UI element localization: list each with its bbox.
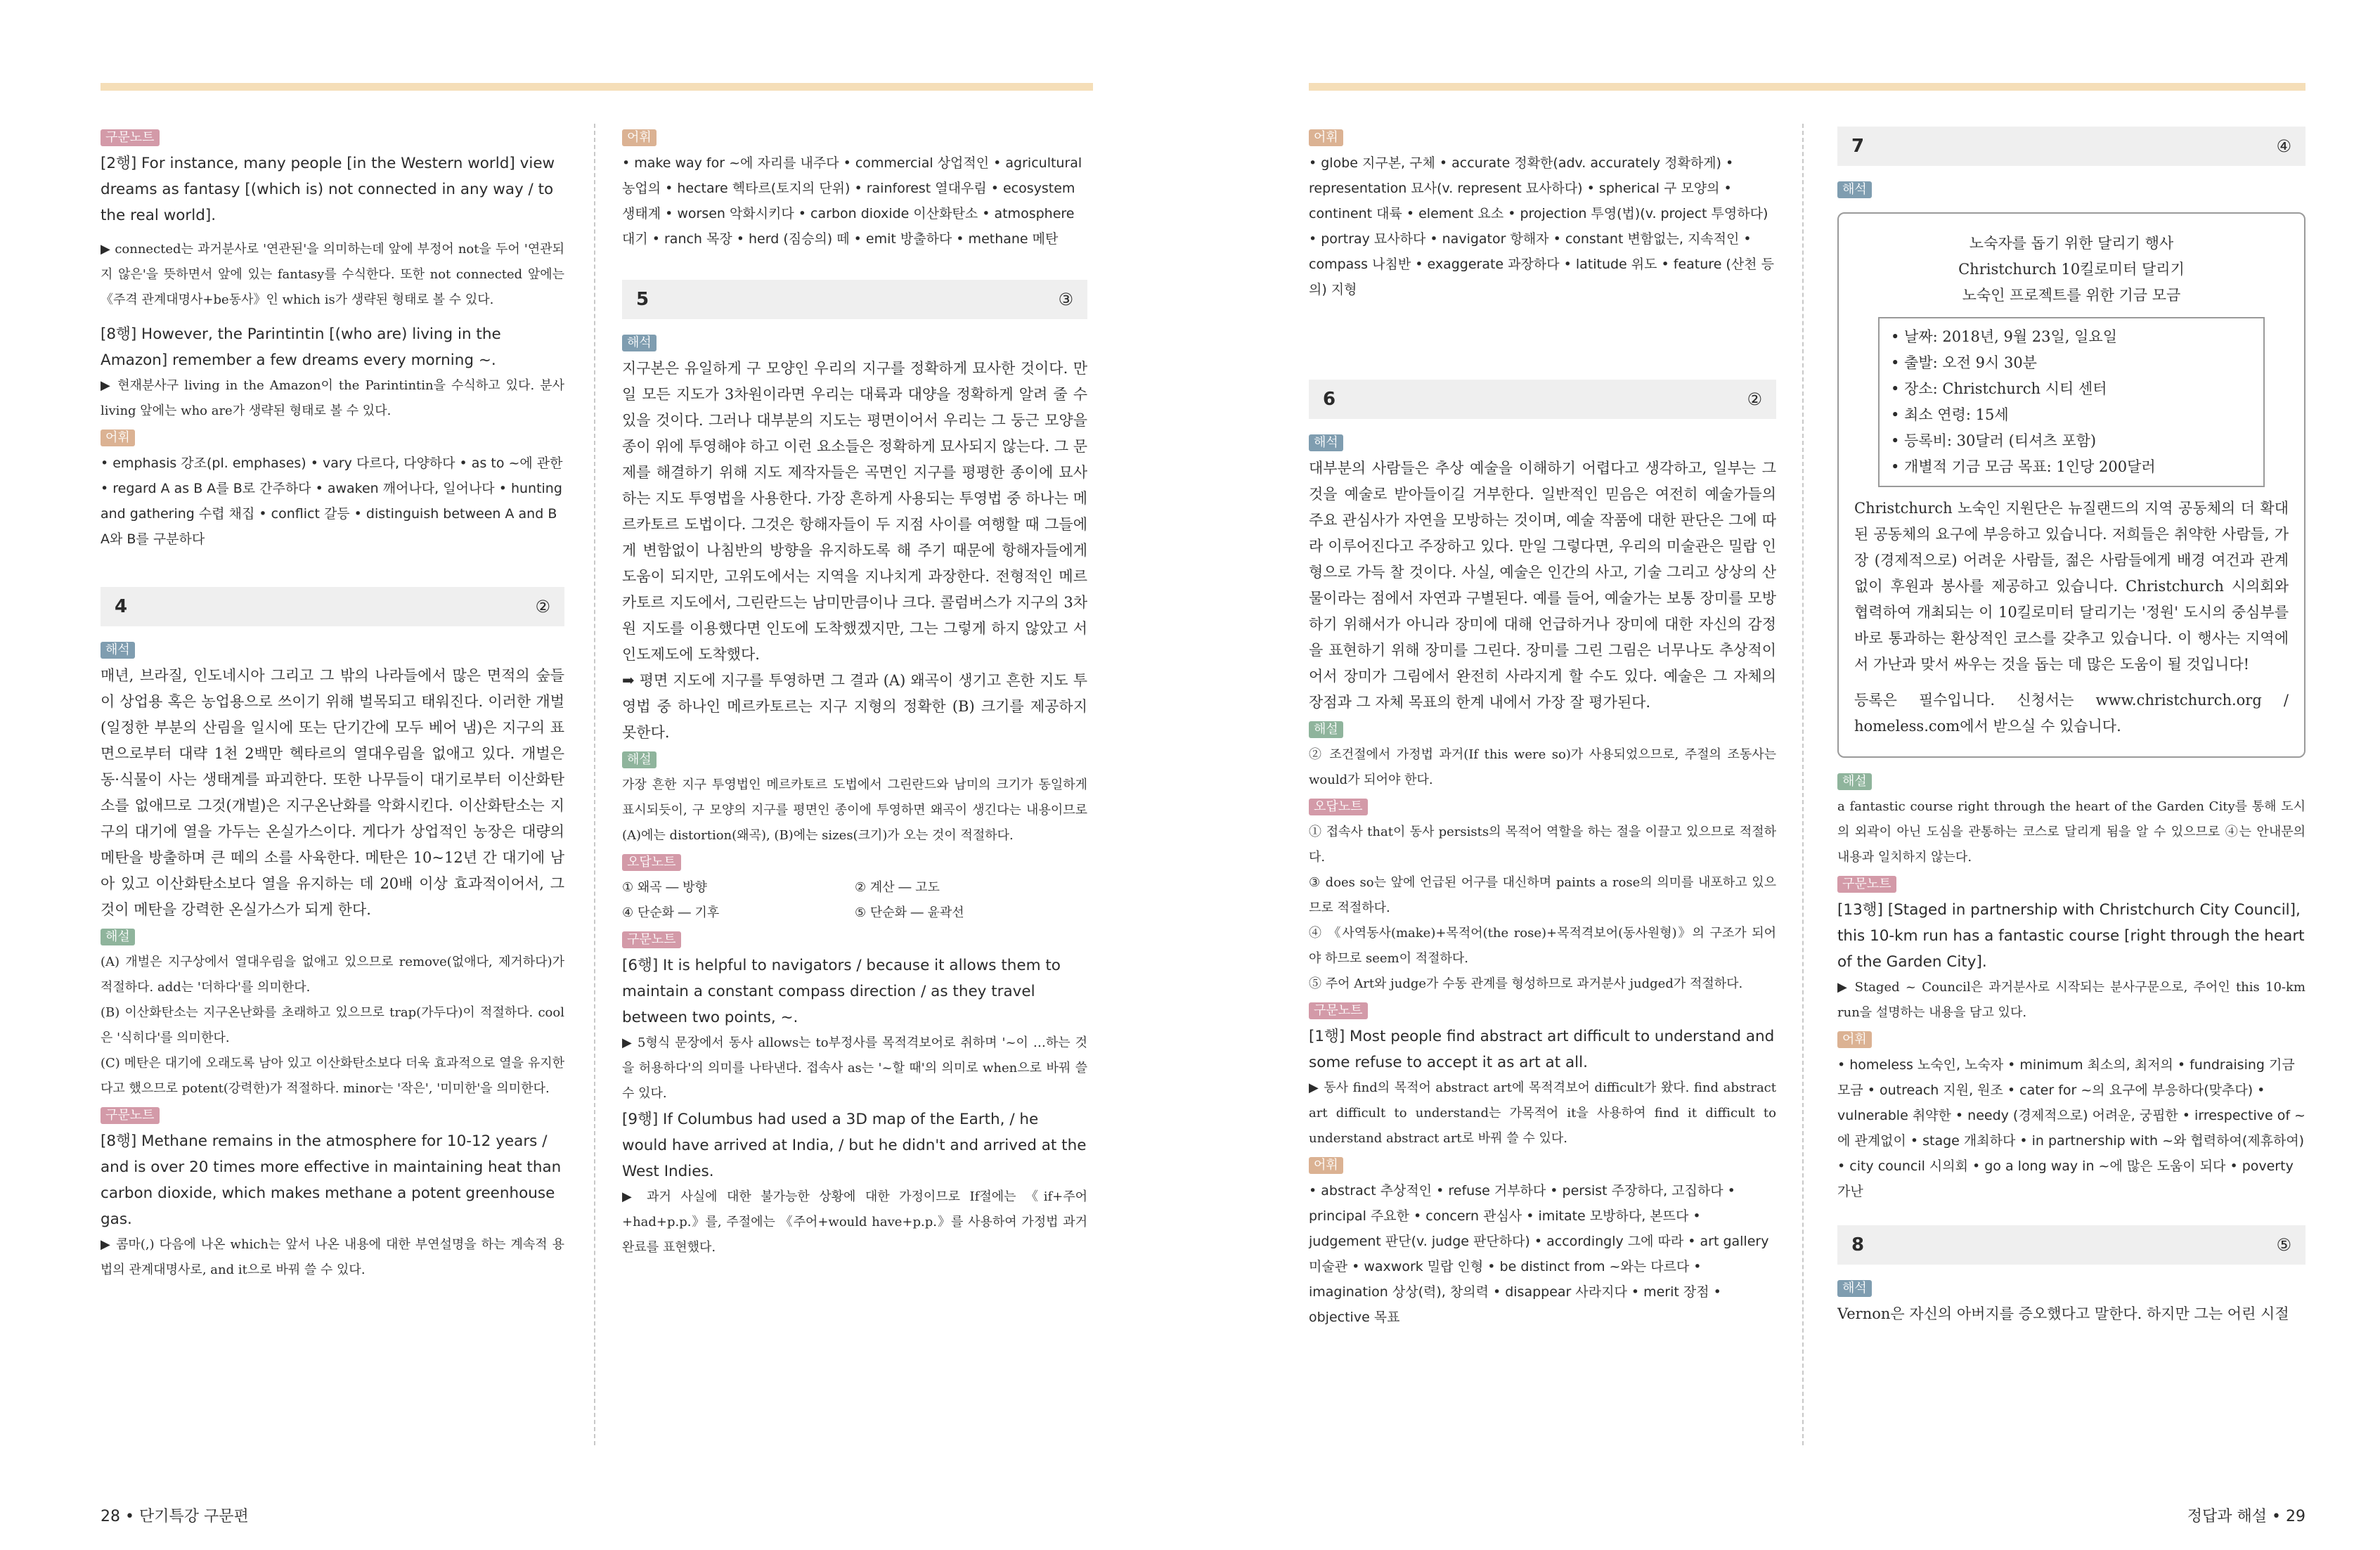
wrong-option: ② 계산 ― 고도 — [855, 880, 940, 895]
translation-tag: 해석 — [1309, 434, 1343, 451]
syntax-note-tag: 구문노트 — [101, 1107, 160, 1124]
syntax-note-tag: 구문노트 — [1309, 1002, 1368, 1019]
vocab-list: • homeless 노숙인, 노숙자 • minimum 최소의, 최저의 • fundraising 기금 모금 • outreach 지원, 원조 • cater for ~의 요구에 부응하다(맞추다) • vulnerable 취약한 • needy (경제적으로) 어려운, 궁핍한 • irrespective of ~에 관계없이 • stage 개최하다 • in partnership with ~와 협력하여(제휴하여) • city council 시의회 • go a long way in ~에 많은 도움이 되다 • poverty 가난 — [1837, 1057, 2305, 1199]
vocab-list: • make way for ~에 자리를 내주다 • commercial 상업적인 • agricultural 농업의 • hectare 헥타르(토지의 단위) • rainforest 열대우림 • ecosystem 생태계 • worsen 악화시키다 • carbon dioxide 이산화탄소 • atmosphere 대기 • ranch 목장 • herd (짐승의) 떼 • emit 방출하다 • methane 메탄 — [622, 155, 1082, 247]
vocab-tag: 어휘 — [622, 129, 657, 146]
syntax-explanation: ▶ 동사 find의 목적어 abstract art에 목적격보어 difficult가 왔다. find abstract art difficult to understand는 가목적어 it을 사용하여 find it difficult to understand abstract art로 바꿔 쓸 수 있다. — [1309, 1080, 1776, 1146]
syntax-note-line: [8행] Methane remains in the atmosphere for 10-12 years / and is over 20 times more effective in maintaining heat than carbon dioxide, which makes methane a potent greenhouse gas. — [101, 1132, 562, 1228]
wrong-note-tag: 오답노트 — [1309, 799, 1368, 815]
syntax-note-line: [9행] If Columbus had used a 3D map of the Earth, / he would have arrived at India, / but he didn't and arrived at the West Indies. — [622, 1111, 1087, 1180]
syntax-explanation: ▶ 5형식 문장에서 동사 allows는 to부정사를 목적격보어로 취하며 '~이 …하는 것을 허용하다'의 의미를 나타낸다. 접속사 as는 '~할 때'의 의미로 when으로 바꿔 쓸 수 있다. — [622, 1035, 1087, 1101]
answer-mark: ② — [535, 596, 550, 616]
vocab-list: • globe 지구본, 구체 • accurate 정확한(adv. accurately 정확하게) • representation 묘사(v. represent 묘사하다) • spherical 구 모양의 • continent 대륙 • element 요소 • projection 투영(법)(v. project 투영하다) • portray 묘사하다 • navigator 항해자 • constant 변함없는, 지속적인 • compass 나침반 • exaggerate 과장하다 • latitude 위도 • feature (산천 등의) 지형 — [1309, 155, 1774, 297]
explanation-tag: 해설 — [622, 751, 657, 768]
notice-subtitle: Christchurch 10킬로미터 달리기 — [1958, 261, 2185, 278]
translation-tag: 해석 — [1837, 181, 1872, 198]
notice-item: • 장소: Christchurch 시티 센터 — [1891, 380, 2107, 397]
syntax-note-line: [2행] For instance, many people [in the Western world] view dreams as fantasy [(which is) not connected in any way / to the real world]. — [101, 155, 555, 224]
syntax-note-tag: 구문노트 — [1837, 876, 1896, 893]
explanation-tag: 해설 — [1309, 721, 1343, 738]
vocab-tag: 어휘 — [101, 430, 135, 446]
top-bar-right — [1309, 83, 2305, 91]
question-header — [1309, 380, 1776, 419]
explanation-text: ② 조건절에서 가정법 과거(If this were so)가 사용되었으므로, 주절의 조동사는 would가 되어야 한다. — [1309, 747, 1776, 787]
question-number: 6 — [1323, 388, 1336, 410]
syntax-note-line: [13행] [Staged in partnership with Christchurch City Council], this 10-km run has a fantastic course [right through the heart of the Garden City]. — [1837, 901, 2305, 971]
question-number: 8 — [1851, 1234, 1865, 1255]
question-header — [101, 587, 564, 626]
vocab-tag: 어휘 — [1837, 1031, 1872, 1048]
syntax-note-tag: 구문노트 — [622, 931, 681, 948]
notice-details — [1878, 317, 2265, 487]
syntax-explanation: ▶ 과거 사실에 대한 불가능한 상황에 대한 가정이므로 If절에는 《if+주어+had+p.p.》를, 주절에는 《주어+would have+p.p.》를 사용하여 가정법 과거완료를 표현했다. — [622, 1189, 1087, 1255]
question-number: 4 — [115, 595, 128, 617]
notice-item: • 등록비: 30달러 (티셔츠 포함) — [1891, 432, 2097, 449]
column-4 — [1837, 124, 2305, 1327]
wrong-option: ⑤ 단순화 ― 윤곽선 — [855, 905, 964, 920]
question-number: 5 — [636, 288, 649, 310]
translation-text: 매년, 브라질, 인도네시아 그리고 그 밖의 나라들에서 많은 면적의 숲들이 상업용 혹은 농업용으로 쓰이기 위해 벌목되고 태워진다. 이러한 개벌(일정한 부분의 산림을 일시에 또는 단기간에 모두 베어 냄)은 지구의 표면으로부터 대략 1천 2백만 헥타르의 열대우림을 없애고 있다. 개벌은 동·식물이 사는 생태계를 파괴한다. 또한 나무들이 대기로부터 이산화탄소를 없애므로 그것(개벌)은 지구온난화를 악화시킨다. 이산화탄소는 지구의 대기에 열을 가두는 온실가스이다. 게다가 상업적인 농장은 대량의 메탄을 방출하며 큰 떼의 소를 사육한다. 메탄은 10~12년 간 대기에 남아 있고 이산화탄소보다 열을 유지하는 데 20배 이상 효과적이어서, 그것이 메탄을 강력한 온실가스가 되게 한다. — [101, 667, 564, 918]
explanation-text: a fantastic course right through the heart of the Garden City를 통해 도시의 외곽이 아닌 도심을 관통하는 코스로 달리게 됨을 알 수 있으므로 ④는 안내문의 내용과 일치하지 않는다. — [1837, 799, 2305, 865]
syntax-note-line: [6행] It is helpful to navigators / because it allows them to maintain a constant compass direction / as they travel between two points, ~. — [622, 957, 1061, 1026]
translation-text: 지구본은 유일하게 구 모양인 우리의 지구를 정확하게 묘사한 것이다. 만일 모든 지도가 3차원이라면 우리는 대륙과 대양을 정확하게 알려 줄 수 있을 것이다. 그러나 대부분의 지도는 평면이어서 우리는 그 둥근 모양을 종이 위에 투영해야 하고 이런 요소들은 정확하게 묘사되지 않는다. 그 문제를 해결하기 위해 지도 제작자들은 곡면인 지구를 평평한 종이에 묘사하는 지도 투영법을 사용한다. 가장 흔하게 사용되는 투영법 중 하나는 메르카토르 도법이다. 그것은 항해자들이 두 지점 사이를 여행할 때 그들에게 변함없이 나침반의 방향을 유지하도록 해 주기 때문에 항해자들에게 도움이 되지만, 고위도에서는 지역을 지나치게 과장한다. 전형적인 메르카토르 지도에서, 그린란드는 남미만큼이나 크다. 콜럼버스가 지구의 3차원 지도를 이용했다면 인도에 도착했겠지만, 그는 그렇게 하지 않았고 서인도제도에 도착했다. — [622, 360, 1087, 663]
notice-title: 노숙자를 돕기 위한 달리기 행사 — [1969, 235, 2174, 252]
answer-mark: ③ — [1058, 289, 1073, 309]
notice-body: Christchurch 노숙인 지원단은 뉴질랜드의 지역 공동체의 더 확대된 공동체의 요구에 부응하고 있습니다. 저희들은 취약한 사람들, 가장 (경제적으로) 어려운 사람들, 젊은 사람들에게 배경 여건과 관계없이 후원과 봉사를 제공하고 있습니다. Christchurch 시의회와 협력하여 개최되는 이 10킬로미터 달리기는 '정원' 도시의 중심부를 바로 통과하는 환상적인 코스를 갖추고 있습니다. 이 행사는 지역에서 가난과 맞서 싸우는 것을 돕는 데 많은 도움이 될 것입니다! — [1854, 500, 2289, 673]
question-header — [622, 280, 1087, 319]
wrong-option: ① 왜곡 ― 방향 — [622, 880, 707, 895]
syntax-note-line: [1행] Most people find abstract art difficult to understand and some refuse to accept it as art at all. — [1309, 1028, 1775, 1071]
syntax-explanation: ▶ Staged ~ Council은 과거분사로 시작되는 분사구문으로, 주어인 this 10-km run을 설명하는 내용을 담고 있다. — [1837, 980, 2305, 1020]
notice-item: • 날짜: 2018년, 9월 23일, 일요일 — [1891, 328, 2118, 345]
syntax-explanation: ▶ connected는 과거분사로 '연관된'을 의미하는데 앞에 부정어 not을 두어 '연관되지 않은'을 뜻하면서 앞에 있는 fantasy를 수식한다. 또한 not connected 앞에는 《주격 관계대명사+be동사》인 which is가 생략된 형태로 볼 수 있다. — [101, 242, 564, 307]
translation-text: 대부분의 사람들은 추상 예술을 이해하기 어렵다고 생각하고, 일부는 그것을 예술로 받아들이길 거부한다. 일반적인 믿음은 여전히 예술가들의 주요 관심사가 자연을 모방하는 것이며, 예술 작품에 대한 판단은 그에 따라 이루어진다고 주장하고 있다. 만일 그렇다면, 우리의 미술관은 밀랍 인형으로 가득 찰 것이다. 사실, 예술은 인간의 사고, 기술 그리고 상상의 산물이라는 점에서 자연과 구별된다. 예를 들어, 예술가는 보통 장미를 모방하기 위해서가 아니라 장미에 대해 언급하거나 장미에 대한 자신의 감정을 표현하기 위해 장미를 그린다. 장미를 그린 그림은 너무나도 추상적이어서 장미가 그림에서 완전히 사라지게 할 수도 있다. 예술은 그 자체의 장점과 그 자체 목표의 한계 내에서 가장 잘 평가된다. — [1309, 460, 1776, 711]
answer-mark: ④ — [2276, 136, 2291, 156]
answer-mark: ② — [1747, 389, 1762, 409]
notice-box — [1837, 212, 2305, 758]
question-header — [1837, 127, 2305, 166]
top-bar-left — [101, 83, 1093, 91]
notice-subtitle: 노숙인 프로젝트를 위한 기금 모금 — [1962, 287, 2181, 304]
syntax-explanation: ▶ 콤마(,) 다음에 나온 which는 앞서 나온 내용에 대한 부연설명을 하는 계속적 용법의 관계대명사로, and it으로 바꿔 쓸 수 있다. — [101, 1237, 564, 1277]
translation-tag: 해석 — [1837, 1280, 1872, 1297]
notice-item: • 출발: 오전 9시 30분 — [1891, 354, 2037, 371]
page-number-right: 정답과 해설 • 29 — [2187, 1508, 2305, 1525]
column-divider — [1802, 124, 1804, 1445]
vocab-tag: 어휘 — [1309, 1157, 1343, 1174]
vocab-tag: 어휘 — [1309, 129, 1343, 146]
answer-mark: ⑤ — [2276, 1234, 2291, 1255]
explanation-text: 가장 흔한 지구 투영법인 메르카토르 도법에서 그린란드와 남미의 크기가 동일하게 표시되듯이, 구 모양의 지구를 평면인 종이에 투영하면 왜곡이 생긴다는 내용이므로 (A)에는 distortion(왜곡), (B)에는 sizes(크기)가 오는 것이 적절하다. — [622, 777, 1087, 843]
wrong-note-text: ① 접속사 that이 동사 persists의 목적어 역할을 하는 절을 이끌고 있으므로 적절하다. ③ does so는 앞에 언급된 어구를 대신하며 paints a rose의 의미를 내포하고 있으므로 적절하다. ④ 《사역동사(make)+목적어(the rose)+목적격보어(동사원형)》의 구조가 되어야 하므로 seem이 적절하다. ⑤ 주어 Art와 judge가 수동 관계를 형성하므로 과거분사 judged가 적절하다. — [1309, 825, 1776, 991]
column-1 — [101, 124, 564, 1283]
syntax-note-tag: 구문노트 — [101, 129, 160, 146]
syntax-explanation: ▶ 현재분사구 living in the Amazon이 the Parintintin을 수식하고 있다. 분사 living 앞에는 who are가 생략된 형태로 볼 수 있다. — [101, 378, 564, 418]
page-number-left: 28 • 단기특강 구문편 — [101, 1508, 249, 1525]
syntax-note-line: [8행] However, the Parintintin [(who are) living in the Amazon] remember a few dreams every morning ~. — [101, 325, 501, 369]
summary-text: ➡ 평면 지도에 지구를 투영하면 그 결과 (A) 왜곡이 생기고 흔한 지도 투영법 중 하나인 메르카토르는 지구 지형의 정확한 (B) 크기를 제공하지 못한다. — [622, 672, 1087, 741]
translation-tag: 해석 — [622, 335, 657, 351]
notice-registration: 등록은 필수입니다. 신청서는 www.christchurch.org / homeless.com에서 받으실 수 있습니다. — [1854, 692, 2289, 735]
explanation-tag: 해설 — [101, 929, 135, 945]
vocab-list: • abstract 추상적인 • refuse 거부하다 • persist 주장하다, 고집하다 • principal 주요한 • concern 관심사 • imitate 모방하다, 본뜨다 • judgement 판단(v. judge 판단하다) • accordingly 그에 따라 • art gallery 미술관 • waxwork 밀랍 인형 • be distinct from ~와는 다르다 • imagination 상상(력), 창의력 • disappear 사라지다 • merit 장점 • objective 목표 — [1309, 1183, 1769, 1325]
column-divider — [594, 124, 595, 1445]
question-header — [1837, 1225, 2305, 1265]
column-3 — [1309, 124, 1776, 1330]
wrong-note-tag: 오답노트 — [622, 854, 681, 871]
translation-tag: 해석 — [101, 642, 135, 659]
question-number: 7 — [1851, 135, 1865, 157]
wrong-options — [622, 875, 1087, 926]
explanation-tag: 해설 — [1837, 773, 1872, 790]
translation-text: Vernon은 자신의 아버지를 증오했다고 말한다. 하지만 그는 어린 시절 — [1837, 1305, 2289, 1322]
vocab-list: • emphasis 강조(pl. emphases) • vary 다르다, 다양하다 • as to ~에 관한 • regard A as B A를 B로 간주하다 • awaken 깨어나다, 일어나다 • hunting and gathering 수렵 채집 • conflict 갈등 • distinguish between A and B A와 B를 구분하다 — [101, 456, 563, 547]
explanation-text: (A) 개벌은 지구상에서 열대우림을 없애고 있으므로 remove(없애다, 제거하다)가 적절하다. add는 '더하다'를 의미한다. (B) 이산화탄소는 지구온난화를 초래하고 있으므로 trap(가두다)이 적절하다. cool은 '식히다'를 의미한다. (C) 메탄은 대기에 오래도록 남아 있고 이산화탄소보다 더욱 효과적으로 열을 유지한다고 했으므로 potent(강력한)가 적절하다. minor는 '작은', '미미한'을 의미한다. — [101, 955, 564, 1096]
notice-item: • 개별적 기금 모금 목표: 1인당 200달러 — [1891, 458, 2156, 475]
notice-item: • 최소 연령: 15세 — [1891, 406, 2009, 423]
column-2 — [622, 124, 1087, 1260]
wrong-option: ④ 단순화 ― 기후 — [622, 905, 720, 920]
